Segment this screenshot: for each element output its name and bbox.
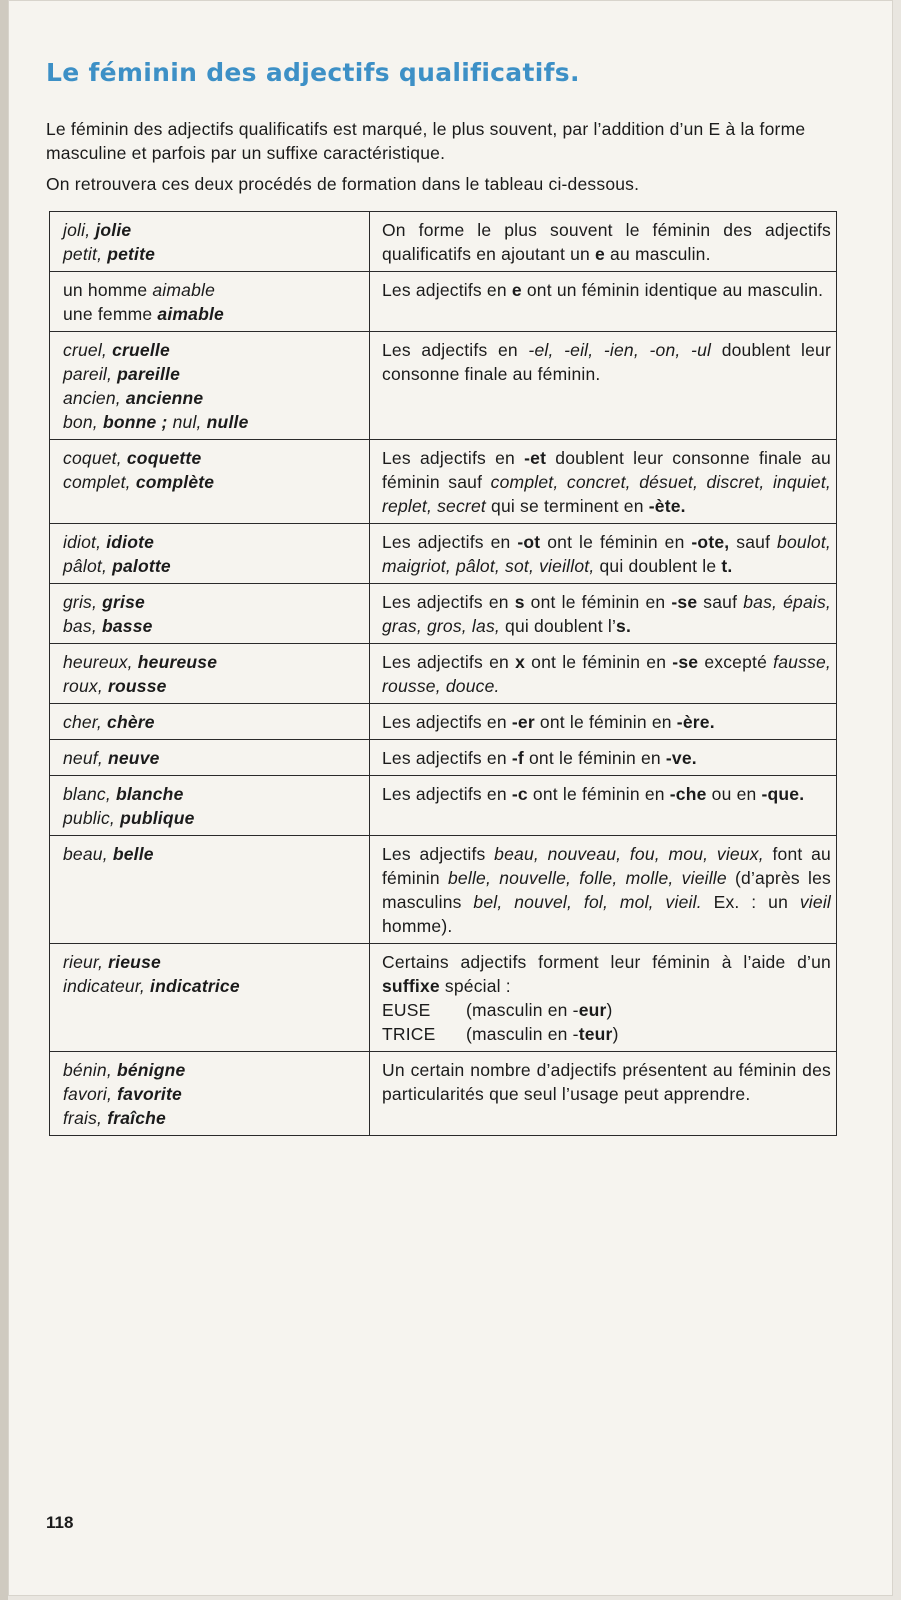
rule-text: -f bbox=[511, 748, 524, 768]
page-edge bbox=[0, 0, 8, 1600]
example-line bbox=[63, 974, 363, 998]
table-row bbox=[50, 584, 837, 644]
rule-text: On forme le plus souvent le féminin des adjectifs qualificatifs en ajoutant un bbox=[382, 220, 831, 264]
masculine-form: indicateur, bbox=[63, 976, 151, 996]
example-line bbox=[63, 338, 363, 362]
masculine-form: bénin, bbox=[63, 1060, 117, 1080]
adjective-table bbox=[49, 211, 837, 1136]
book-page bbox=[8, 0, 893, 1596]
rule-text: ont le féminin en bbox=[523, 748, 666, 768]
rule-text: qui se terminent en bbox=[485, 496, 649, 516]
feminine-form: chère bbox=[107, 712, 155, 732]
rule-text: bas, épais, gras, gros, las, bbox=[382, 592, 831, 636]
adjective-table-body bbox=[50, 212, 837, 1136]
rule-text: excepté bbox=[698, 652, 774, 672]
masculine-form: petit, bbox=[63, 244, 108, 264]
feminine-form: neuve bbox=[107, 748, 160, 768]
examples-cell bbox=[50, 212, 370, 272]
rule-text: -et bbox=[524, 448, 547, 468]
feminine-form: rousse bbox=[107, 676, 167, 696]
rule-cell bbox=[370, 1052, 837, 1136]
masculine-form: public, bbox=[63, 808, 121, 828]
rule-text: suffixe bbox=[382, 976, 440, 996]
examples-cell bbox=[50, 272, 370, 332]
feminine-form: nulle bbox=[206, 412, 249, 432]
feminine-form: grise bbox=[102, 592, 145, 612]
rule-text: Les adjectifs en bbox=[382, 592, 515, 612]
feminine-form: indicatrice bbox=[150, 976, 240, 996]
rule-text: x bbox=[515, 652, 526, 672]
table-row bbox=[50, 836, 837, 944]
rule-text: -c bbox=[511, 784, 528, 804]
masculine-form: favori, bbox=[63, 1084, 118, 1104]
suffix-line bbox=[382, 998, 831, 1022]
example-line bbox=[63, 1106, 363, 1130]
rule-text: -ot bbox=[517, 532, 541, 552]
rule-cell bbox=[370, 944, 837, 1052]
examples-cell bbox=[50, 440, 370, 524]
example-line bbox=[63, 530, 363, 554]
table-row bbox=[50, 740, 837, 776]
rule-text: doublent leur consonne finale au féminin. bbox=[382, 340, 831, 384]
rule-cell bbox=[370, 704, 837, 740]
table-row bbox=[50, 440, 837, 524]
masculine-form: cher, bbox=[63, 712, 108, 732]
example-line bbox=[63, 1058, 363, 1082]
rule-text: ont le féminin en bbox=[524, 592, 672, 612]
rule-text: Les adjectifs en bbox=[382, 280, 512, 300]
rule-text: ont un féminin identique au masculin. bbox=[521, 280, 824, 300]
suffix-name: TRICE bbox=[382, 1024, 436, 1044]
feminine-form: cruelle bbox=[112, 340, 170, 360]
masculine-form: joli, bbox=[63, 220, 96, 240]
masculine-form: pâlot, bbox=[63, 556, 113, 576]
example-line bbox=[63, 242, 363, 266]
example-line bbox=[63, 410, 363, 434]
masculine-form: coquet, bbox=[63, 448, 127, 468]
rule-text: ont le féminin en bbox=[525, 652, 673, 672]
feminine-form: bonne ; bbox=[102, 412, 173, 432]
suffix-note-ending: teur bbox=[578, 1024, 613, 1044]
feminine-form: heureuse bbox=[137, 652, 218, 672]
rule-text: Un certain nombre d’adjectifs présentent au féminin des particularités que seul l’usage peut apprendre. bbox=[382, 1060, 831, 1104]
rule-text: -ère. bbox=[676, 712, 715, 732]
table-row bbox=[50, 1052, 837, 1136]
rule-cell bbox=[370, 584, 837, 644]
examples-cell bbox=[50, 1052, 370, 1136]
feminine-form: rieuse bbox=[108, 952, 161, 972]
rule-text: -se bbox=[671, 592, 698, 612]
examples-cell bbox=[50, 740, 370, 776]
page-number: 118 bbox=[46, 1513, 74, 1532]
rule-text: belle, nouvelle, folle, molle, vieille bbox=[448, 868, 727, 888]
rule-text: sauf bbox=[729, 532, 778, 552]
rule-cell bbox=[370, 212, 837, 272]
rule-text: -ète. bbox=[648, 496, 686, 516]
example-line bbox=[63, 386, 363, 410]
feminine-form: belle bbox=[112, 844, 154, 864]
suffix-line bbox=[382, 1022, 831, 1046]
rule-cell bbox=[370, 440, 837, 524]
example-prefix: une femme bbox=[63, 304, 158, 324]
feminine-form: favorite bbox=[117, 1084, 182, 1104]
rule-text: -er bbox=[511, 712, 535, 732]
rule-cell bbox=[370, 272, 837, 332]
examples-cell bbox=[50, 944, 370, 1052]
masculine-form: idiot, bbox=[63, 532, 107, 552]
example-line bbox=[63, 278, 363, 302]
rule-text: fausse, rousse, douce. bbox=[382, 652, 831, 696]
rule-text: beau, nouveau, fou, mou, vieux, bbox=[494, 844, 764, 864]
feminine-form: publique bbox=[120, 808, 195, 828]
examples-cell bbox=[50, 524, 370, 584]
examples-cell bbox=[50, 704, 370, 740]
rule-cell bbox=[370, 644, 837, 704]
masculine-form: ancien, bbox=[63, 388, 126, 408]
example-line bbox=[63, 470, 363, 494]
rule-text: sauf bbox=[697, 592, 744, 612]
examples-cell bbox=[50, 332, 370, 440]
rule-text: Les adjectifs bbox=[382, 844, 495, 864]
masculine-form: beau, bbox=[63, 844, 113, 864]
rule-text: qui doublent le bbox=[594, 556, 722, 576]
rule-text: Les adjectifs en bbox=[382, 652, 516, 672]
feminine-form: blanche bbox=[115, 784, 184, 804]
example-line bbox=[63, 554, 363, 578]
example-line bbox=[63, 782, 363, 806]
table-row bbox=[50, 776, 837, 836]
rule-cell bbox=[370, 332, 837, 440]
example-line bbox=[63, 806, 363, 830]
rule-text: s bbox=[514, 592, 525, 612]
suffix-note: (masculin en - bbox=[466, 1024, 579, 1044]
example-line bbox=[63, 302, 363, 326]
suffix-note-close: ) bbox=[606, 1000, 613, 1020]
rule-text: doublent leur consonne finale au féminin sauf bbox=[382, 448, 831, 492]
table-row bbox=[50, 704, 837, 740]
rule-text: ont le féminin en bbox=[534, 712, 677, 732]
feminine-form: pareille bbox=[117, 364, 181, 384]
suffix-note: (masculin en - bbox=[466, 1000, 579, 1020]
rule-text: complet, concret, désuet, discret, inquiet, replet, secret bbox=[382, 472, 831, 516]
rule-text: -ve. bbox=[665, 748, 697, 768]
table-row bbox=[50, 644, 837, 704]
rule-text: homme). bbox=[382, 916, 453, 936]
rule-text: ont le féminin en bbox=[527, 784, 670, 804]
feminine-form: aimable bbox=[157, 304, 224, 324]
table-row bbox=[50, 524, 837, 584]
masculine-form: roux, bbox=[63, 676, 108, 696]
example-line bbox=[63, 362, 363, 386]
feminine-form: fraîche bbox=[107, 1108, 166, 1128]
feminine-form: petite bbox=[107, 244, 156, 264]
rule-text: -el, -eil, -ien, -on, -ul bbox=[528, 340, 712, 360]
feminine-form: coquette bbox=[126, 448, 202, 468]
feminine-form: idiote bbox=[106, 532, 155, 552]
feminine-form: palotte bbox=[112, 556, 171, 576]
table-row bbox=[50, 944, 837, 1052]
example-prefix: un homme bbox=[63, 280, 153, 300]
masculine-form: bas, bbox=[63, 616, 102, 636]
examples-cell bbox=[50, 644, 370, 704]
masculine-form: gris, bbox=[63, 592, 103, 612]
rule-text: qui doublent l’ bbox=[499, 616, 617, 636]
intro-paragraph-2: On retrouvera ces deux procédés de formation dans le tableau ci-dessous. bbox=[46, 174, 640, 194]
table-row bbox=[50, 332, 837, 440]
masculine-form: frais, bbox=[63, 1108, 108, 1128]
rule-text: Les adjectifs en bbox=[382, 532, 518, 552]
rule-text: t. bbox=[721, 556, 733, 576]
rule-text: e bbox=[595, 244, 605, 264]
suffix-name: EUSE bbox=[382, 1000, 431, 1020]
rule-text: Certains adjectifs forment leur féminin à l’aide d’un bbox=[382, 952, 831, 972]
rule-text: -ote, bbox=[691, 532, 730, 552]
feminine-form: ancienne bbox=[125, 388, 204, 408]
rule-text: Les adjectifs en bbox=[382, 340, 529, 360]
rule-cell bbox=[370, 776, 837, 836]
suffix-note-close: ) bbox=[612, 1024, 619, 1044]
masculine-form: nul, bbox=[172, 412, 207, 432]
suffix-note-ending: eur bbox=[578, 1000, 607, 1020]
examples-cell bbox=[50, 836, 370, 944]
masculine-form: blanc, bbox=[63, 784, 116, 804]
feminine-form: jolie bbox=[95, 220, 132, 240]
example-line bbox=[63, 674, 363, 698]
rule-text: Ex. : un bbox=[701, 892, 800, 912]
rule-text: Les adjectifs en bbox=[382, 712, 512, 732]
rule-text: Les adjectifs en bbox=[382, 448, 525, 468]
example-line bbox=[63, 614, 363, 638]
table-row bbox=[50, 272, 837, 332]
example-line bbox=[63, 950, 363, 974]
masculine-form: bon, bbox=[63, 412, 103, 432]
example-line bbox=[63, 710, 363, 734]
rule-text: boulot, maigriot, pâlot, sot, vieillot, bbox=[382, 532, 831, 576]
rule-text: spécial : bbox=[439, 976, 511, 996]
table-row bbox=[50, 212, 837, 272]
rule-text: Les adjectifs en bbox=[382, 748, 512, 768]
rule-text: s. bbox=[616, 616, 632, 636]
masculine-form: neuf, bbox=[63, 748, 108, 768]
masculine-form: cruel, bbox=[63, 340, 113, 360]
rule-text: ou en bbox=[706, 784, 762, 804]
rule-text: -che bbox=[669, 784, 707, 804]
example-line bbox=[63, 218, 363, 242]
example-line bbox=[63, 446, 363, 470]
examples-cell bbox=[50, 584, 370, 644]
examples-cell bbox=[50, 776, 370, 836]
rule-cell bbox=[370, 740, 837, 776]
page-title: Le féminin des adjectifs qualificatifs. bbox=[46, 58, 580, 87]
masculine-form: rieur, bbox=[63, 952, 109, 972]
masculine-form: complet, bbox=[63, 472, 136, 492]
example-line bbox=[63, 1082, 363, 1106]
rule-text: au masculin. bbox=[604, 244, 711, 264]
feminine-form: bénigne bbox=[116, 1060, 186, 1080]
rule-text: font au féminin bbox=[382, 844, 831, 888]
masculine-form: aimable bbox=[152, 280, 216, 300]
masculine-form: pareil, bbox=[63, 364, 118, 384]
rule-text: bel, nouvel, fol, mol, vieil. bbox=[473, 892, 702, 912]
rule-text: vieil bbox=[799, 892, 832, 912]
rule-text: (d’après les masculins bbox=[382, 868, 831, 912]
masculine-form: heureux, bbox=[63, 652, 138, 672]
rule-cell bbox=[370, 524, 837, 584]
rule-text: e bbox=[511, 280, 522, 300]
rule-text: Les adjectifs en bbox=[382, 784, 512, 804]
feminine-form: basse bbox=[101, 616, 153, 636]
rule-text: -que. bbox=[761, 784, 805, 804]
example-line bbox=[63, 746, 363, 770]
example-line bbox=[63, 842, 363, 866]
intro-paragraph-1: Le féminin des adjectifs qualificatifs est marqué, le plus souvent, par l’addition d’un E à la forme masculine et parfois par un suffixe caractéristique. bbox=[46, 119, 806, 163]
example-line bbox=[63, 650, 363, 674]
example-line bbox=[63, 590, 363, 614]
rule-cell bbox=[370, 836, 837, 944]
rule-text: -se bbox=[672, 652, 699, 672]
feminine-form: complète bbox=[135, 472, 215, 492]
rule-text: ont le féminin en bbox=[540, 532, 692, 552]
